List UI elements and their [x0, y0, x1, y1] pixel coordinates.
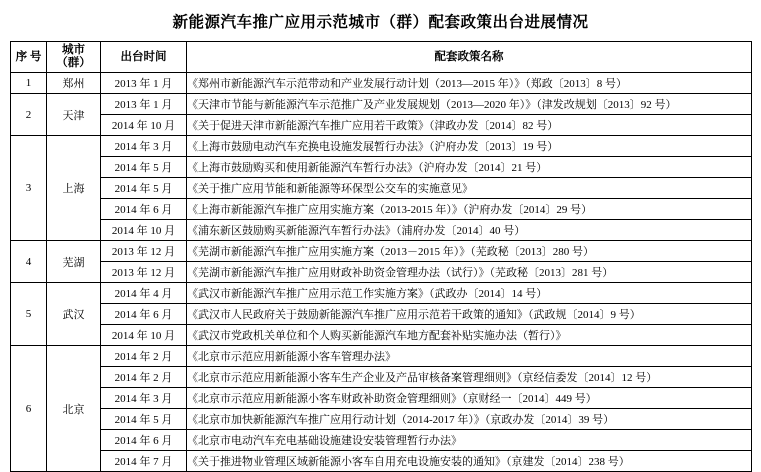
cell-policy-name: 《上海市新能源汽车推广应用实施方案（2013-2015 年）》（沪府办发〔2014〕29 号）: [187, 199, 752, 220]
cell-policy-name: 《关于推广应用节能和新能源等环保型公交车的实施意见》: [187, 178, 752, 199]
table-row: [11, 430, 752, 451]
cell-policy-name: 《北京市加快新能源汽车推广应用行动计划（2014-2017 年）》（京政办发〔2014〕39 号）: [187, 409, 752, 430]
cell-city: 芜湖: [47, 241, 101, 283]
cell-policy-name: 《芜湖市新能源汽车推广应用财政补助资金管理办法（试行）》（芜政秘〔2013〕281 号）: [187, 262, 752, 283]
table-row: [11, 388, 752, 409]
cell-issue-date: 2014 年 10 月: [101, 325, 187, 346]
page-title: 新能源汽车推广应用示范城市（群）配套政策出台进展情况: [172, 14, 589, 31]
cell-policy-name: 《北京市电动汽车充电基础设施建设安装管理暂行办法》: [187, 430, 752, 451]
cell-issue-date: 2014 年 2 月: [101, 367, 187, 388]
cell-issue-date: 2013 年 12 月: [101, 262, 187, 283]
cell-issue-date: 2013 年 1 月: [101, 94, 187, 115]
cell-row-number: 2: [11, 94, 47, 136]
table-row: [11, 199, 752, 220]
table-row: [11, 283, 752, 304]
cell-policy-name: 《武汉市人民政府关于鼓励新能源汽车推广应用示范若干政策的通知》（武政规〔2014〕9 号）: [187, 304, 752, 325]
cell-issue-date: 2014 年 5 月: [101, 157, 187, 178]
table-row: [11, 136, 752, 157]
table-row: [11, 94, 752, 115]
column-header-date: 出台时间: [101, 42, 187, 73]
cell-issue-date: 2014 年 5 月: [101, 178, 187, 199]
cell-policy-name: 《上海市鼓励购买和使用新能源汽车暂行办法》（沪府办发〔2014〕21 号）: [187, 157, 752, 178]
column-header-city-line1: 城市: [62, 44, 85, 56]
table-row: [11, 367, 752, 388]
cell-issue-date: 2013 年 1 月: [101, 73, 187, 94]
cell-policy-name: 《关于促进天津市新能源汽车推广应用若干政策》（津政办发〔2014〕82 号）: [187, 115, 752, 136]
cell-policy-name: 《北京市示范应用新能源小客车生产企业及产品审核备案管理细则》（京经信委发〔2014〕12 号）: [187, 367, 752, 388]
cell-policy-name: 《北京市示范应用新能源小客车财政补助资金管理细则》（京财经一〔2014〕449 号）: [187, 388, 752, 409]
cell-policy-name: 《浦东新区鼓励购买新能源汽车暂行办法》（浦府办发〔2014〕40 号）: [187, 220, 752, 241]
table-row: [11, 262, 752, 283]
cell-issue-date: 2014 年 2 月: [101, 346, 187, 367]
cell-city: 郑州: [47, 73, 101, 94]
table-row: [11, 451, 752, 472]
table-row: [11, 73, 752, 94]
policy-progress-table: [10, 41, 752, 472]
table-row: [11, 409, 752, 430]
cell-issue-date: 2014 年 6 月: [101, 304, 187, 325]
table-row: [11, 346, 752, 367]
cell-row-number: 5: [11, 283, 47, 346]
cell-row-number: 3: [11, 136, 47, 241]
cell-issue-date: 2014 年 6 月: [101, 199, 187, 220]
cell-row-number: 1: [11, 73, 47, 94]
cell-issue-date: 2014 年 7 月: [101, 451, 187, 472]
cell-policy-name: 《关于推进物业管理区域新能源小客车自用充电设施安装的通知》（京建发〔2014〕238 号）: [187, 451, 752, 472]
column-header-city-line2: （群）: [56, 57, 91, 69]
cell-issue-date: 2013 年 12 月: [101, 241, 187, 262]
cell-policy-name: 《北京市示范应用新能源小客车管理办法》: [187, 346, 752, 367]
cell-policy-name: 《天津市节能与新能源汽车示范推广及产业发展规划（2013—2020 年）》（津发改规划〔2013〕92 号）: [187, 94, 752, 115]
cell-city: 上海: [47, 136, 101, 241]
cell-issue-date: 2014 年 10 月: [101, 115, 187, 136]
cell-row-number: 4: [11, 241, 47, 283]
table-row: [11, 304, 752, 325]
cell-issue-date: 2014 年 6 月: [101, 430, 187, 451]
cell-policy-name: 《郑州市新能源汽车示范带动和产业发展行动计划（2013—2015 年）》（郑政〔2013〕8 号）: [187, 73, 752, 94]
table-body: [11, 73, 752, 472]
column-header-policy-name: 配套政策名称: [187, 42, 752, 73]
table-row: [11, 325, 752, 346]
table-header: [11, 42, 752, 73]
table-row: [11, 220, 752, 241]
cell-policy-name: 《武汉市新能源汽车推广应用示范工作实施方案》（武政办〔2014〕14 号）: [187, 283, 752, 304]
table-row: [11, 115, 752, 136]
cell-policy-name: 《武汉市党政机关单位和个人购买新能源汽车地方配套补贴实施办法（暂行）》: [187, 325, 752, 346]
cell-issue-date: 2014 年 10 月: [101, 220, 187, 241]
cell-city: 北京: [47, 346, 101, 472]
table-row: [11, 157, 752, 178]
table-row: [11, 178, 752, 199]
cell-row-number: 6: [11, 346, 47, 472]
cell-policy-name: 《芜湖市新能源汽车推广应用实施方案（2013－2015 年）》（芜政秘〔2013〕280 号）: [187, 241, 752, 262]
cell-issue-date: 2014 年 3 月: [101, 388, 187, 409]
cell-issue-date: 2014 年 4 月: [101, 283, 187, 304]
cell-issue-date: 2014 年 5 月: [101, 409, 187, 430]
table-row: [11, 241, 752, 262]
column-header-city: [47, 42, 101, 73]
column-header-no: 序 号: [11, 42, 47, 73]
cell-city: 武汉: [47, 283, 101, 346]
cell-policy-name: 《上海市鼓励电动汽车充换电设施发展暂行办法》（沪府办发〔2013〕19 号）: [187, 136, 752, 157]
cell-issue-date: 2014 年 3 月: [101, 136, 187, 157]
cell-city: 天津: [47, 94, 101, 136]
